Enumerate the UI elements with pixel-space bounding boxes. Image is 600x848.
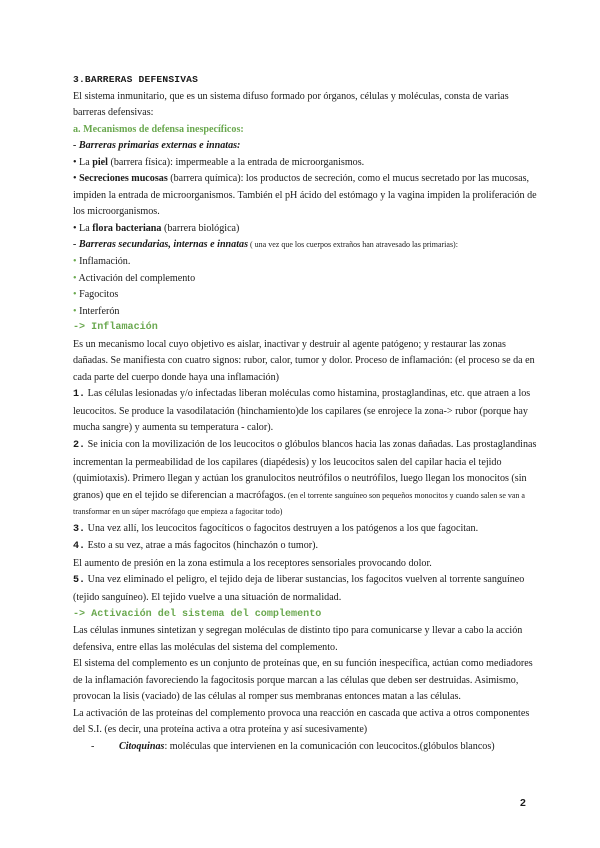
step-4: [73, 538, 543, 556]
inflamacion-text: Es un mecanismo local cuyo objetivo es aislar, inactivar y destruir al agente patógeno; y restaurar las zonas dañadas. Se manifiesta con cuatro signos: rubor, calor, tumor y dolor. Proceso de inflamación: (el proceso se da en cada parte del cuerpo donde haya una inflamación): [73, 338, 535, 383]
step-note: (en el torrente sanguíneo son pequeños monocitos y cuando salen se van a transformar en un súper macrófago que empieza a fagocitar todo): [73, 490, 525, 517]
step-number: 5.: [73, 575, 86, 587]
bullet-icon: •: [73, 305, 77, 317]
step-1: [73, 386, 543, 437]
intro-paragraph: El sistema inmunitario, que es un sistema difuso formado por órganos, células y moléculas, consta de varias barreras defensivas:: [73, 90, 509, 119]
subsection-heading: a. Mecanismos de defensa inespecíficos:: [73, 123, 244, 135]
mucosa-term: Secreciones mucosas: [79, 173, 168, 185]
list-item: [73, 287, 543, 304]
citoquinas-item: [73, 739, 543, 756]
inflamacion-heading: -> Inflamación: [73, 322, 158, 334]
list-item-label: Fagocitos: [79, 289, 119, 301]
secondary-term: Barreras secundarias, internas e innatas: [78, 239, 249, 251]
list-item: [73, 304, 543, 321]
flora-term: flora bacteriana: [92, 222, 162, 234]
complemento-paragraph-2: El sistema del complemento es un conjunto de proteínas que, en su función inespecífica, actúan como mediadores de la inflamación favoreciendo la fagocitosis porque marcan a las células que deben ser destruidas. Asimismo, provocan la lisis (vaciado) de las células al romper sus membranas entonces matan a las células.: [73, 658, 533, 703]
flora-description: (barrera biológica): [161, 222, 240, 234]
flora-item: [73, 221, 543, 238]
complemento-paragraph-3: La activación de las proteínas del complemento provoca una reacción en cascada que activa a otros componentes del S.I. (es decir, una proteína activa a otra proteína y así sucesivamente): [73, 707, 530, 736]
list-item: [73, 271, 543, 288]
skin-item: [73, 155, 543, 172]
secondary-barriers-heading: [73, 237, 543, 254]
step-3: [73, 521, 543, 539]
section-title: 3.BARRERAS DEFENSIVAS: [73, 74, 199, 85]
page-number: 2: [520, 797, 526, 809]
step-number: 3.: [73, 523, 86, 535]
mucosa-description: (barrera química): los productos de secreción, como el mucus secretado por las mucosas, impiden la entrada de microorganismos. También el pH ácido del estómago y la vagina impiden la proliferación de los microorganismos.: [73, 173, 537, 218]
list-item-label: Inflamación.: [79, 256, 131, 268]
list-item-label: Activación del complemento: [78, 272, 196, 284]
list-item-label: Interferón: [79, 305, 120, 317]
step-5: [73, 572, 543, 606]
mucosa-prefix: •: [73, 173, 80, 185]
step-text: Se inicia con la movilización de los leucocitos o glóbulos blancos hacia las zonas dañadas. Las prostaglandinas incrementan la permeabilidad de los capilares (diapédesis) y los leucocitos salen del capilar hacia el tejido (quimiotaxis). Primero llegan y actúan los granulocitos neutrófilos o neutrófilos, luego llegan los monocitos (sin granos) que en el tejido se diferencian a macrófagos.: [73, 439, 537, 501]
step-text: Esto a su vez, atrae a más fagocitos (hinchazón o tumor).: [85, 540, 319, 552]
flora-prefix: • La: [73, 222, 93, 234]
step-number: 1.: [73, 389, 86, 401]
step-text: Una vez eliminado el peligro, el tejido deja de liberar sustancias, los fagocitos vuelven al torrente sanguíneo (tejido sanguíneo). El tejido vuelve a una situación de normalidad.: [73, 574, 525, 603]
step-text: Las células lesionadas y/o infectadas liberan moléculas como histamina, prostaglandinas, etc. que atraen a los leucocitos. Se produce la vasodilatación (hinchamiento)de los capilares (se enrojece la zona-> rubor (porque hay mucha sangre) y aumenta su temperatura - calor).: [73, 388, 531, 434]
bullet-icon: •: [73, 272, 77, 284]
dash-marker: -: [91, 740, 95, 752]
citoquinas-description: : moléculas que intervienen en la comunicación con leucocitos.(glóbulos blancos): [164, 740, 495, 752]
bullet-icon: •: [73, 256, 77, 268]
primary-barriers-heading: - Barreras primarias externas e innatas:: [73, 140, 241, 152]
list-item: [73, 254, 543, 271]
pressure-text: El aumento de presión en la zona estimula a los receptores sensoriales provocando dolor.: [73, 557, 432, 569]
complemento-paragraph-1: Las células inmunes sintetizan y segregan moléculas de distinto tipo para comunicarse y llevar a cabo la acción defensiva, entre ellas las moléculas del sistema del complemento.: [73, 625, 523, 653]
bullet-icon: •: [73, 289, 77, 301]
step-number: 2.: [73, 440, 86, 452]
step-number: 4.: [73, 541, 86, 553]
mucosa-item: [73, 171, 543, 221]
secondary-note: ( una vez que los cuerpos extraños han atravesado las primarias):: [248, 240, 458, 250]
skin-term: piel: [92, 156, 108, 168]
citoquinas-term: Citoquinas: [119, 740, 165, 752]
step-2: [73, 437, 543, 521]
complemento-heading: -> Activación del sistema del complemento: [73, 608, 322, 620]
skin-description: (barrera física): impermeable a la entrada de microorganismos.: [107, 156, 365, 168]
secondary-prefix: -: [73, 239, 79, 251]
document-page: [73, 72, 543, 755]
step-text: Una vez allí, los leucocitos fagocíticos o fagocitos destruyen a los patógenos a los que fagocitan.: [85, 522, 479, 534]
skin-prefix: • La: [73, 156, 93, 168]
